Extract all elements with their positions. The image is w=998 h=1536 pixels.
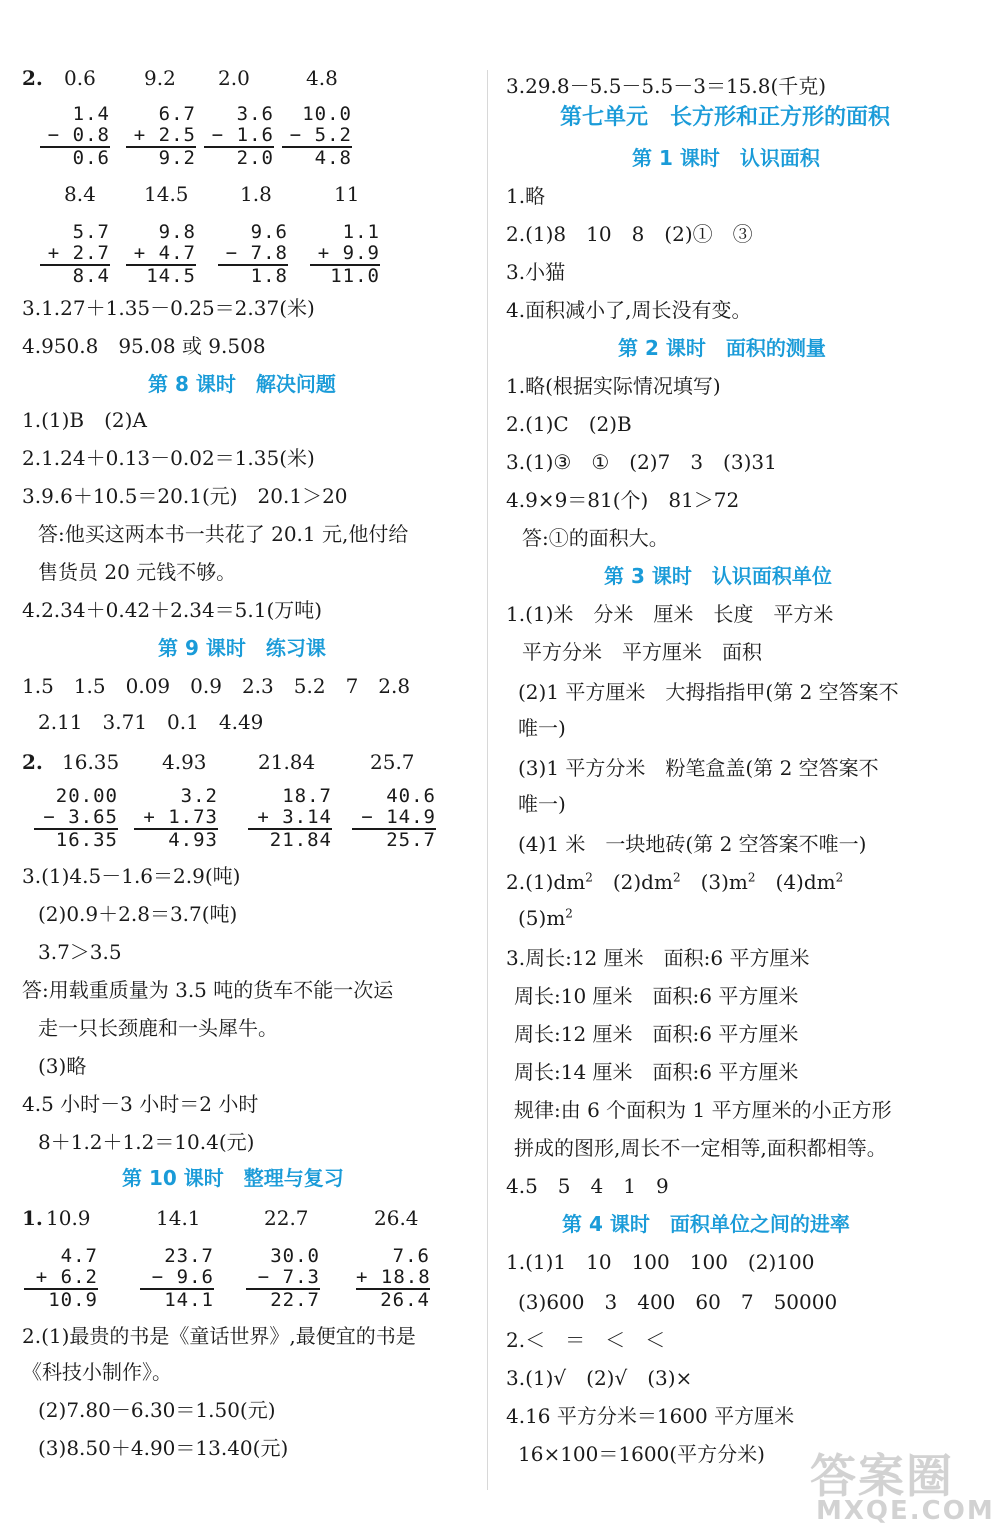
answer-line: 《科技小制作》。	[22, 1360, 172, 1384]
answer-line: 2.(1)8 10 8 (2)① ③	[506, 222, 753, 246]
calc-top: 3.6	[236, 103, 274, 125]
answer-line: 答:他买这两本书一共花了 20.1 元,他付给	[38, 522, 409, 546]
watermark-text: 答案圈	[810, 1449, 954, 1503]
vertical-calculation	[282, 104, 352, 169]
answer-line: 平方分米 平方厘米 面积	[522, 640, 762, 664]
answer-line: 1.5 1.5 0.09 0.9 2.3 5.2 7 2.8	[22, 674, 411, 698]
answer-line: 走一只长颈鹿和一头犀牛。	[38, 1016, 278, 1040]
calc-top: 3.2	[180, 785, 218, 807]
answer-line: (2)7.80－6.30＝1.50(元)	[38, 1398, 276, 1422]
unit-answer: 2.(1)dm	[506, 870, 586, 894]
calc-operand: − 7.8	[225, 242, 288, 264]
calc-top: 9.6	[250, 221, 288, 243]
answer-line: 3.(1)4.5－1.6＝2.9(吨)	[22, 864, 241, 888]
answer-line: 周长:12 厘米 面积:6 平方厘米	[514, 1022, 799, 1046]
answer-line: 4.5 5 4 1 9	[506, 1174, 669, 1198]
answer-line: 1.(1)米 分米 厘米 长度 平方米	[506, 602, 834, 626]
answer: 2.0	[218, 66, 250, 90]
answer-line: (2)0.9＋2.8＝3.7(吨)	[38, 902, 238, 926]
lesson-10-heading: 第 10 课时 整理与复习	[122, 1166, 344, 1190]
answer-line: 1.(1)B (2)A	[22, 408, 147, 432]
vertical-calculation	[40, 222, 110, 287]
answer-line: 1.略(根据实际情况填写)	[506, 374, 721, 398]
answer-line: 4.5 小时－3 小时＝2 小时	[22, 1092, 259, 1116]
lesson-9-heading: 第 9 课时 练习课	[158, 636, 326, 660]
answer: 16.35	[62, 750, 120, 774]
watermark-logo	[810, 1440, 995, 1530]
calc-operand: + 9.9	[317, 242, 380, 264]
calc-operand: − 0.8	[47, 124, 110, 146]
vertical-calculation	[34, 786, 118, 851]
calc-operand: − 5.2	[289, 124, 352, 146]
answer: 21.84	[258, 750, 316, 774]
calc-operand: − 1.6	[211, 124, 274, 146]
calc-result: 22.7	[270, 1289, 320, 1311]
vertical-calculation	[40, 104, 110, 169]
answer-line: (3)8.50＋4.90＝13.40(元)	[38, 1436, 289, 1460]
answer: 11	[334, 182, 360, 206]
vertical-calculation	[218, 222, 288, 287]
answer: 22.7	[264, 1206, 309, 1230]
answer-line: 3.29.8－5.5－5.5－3＝15.8(千克)	[506, 74, 827, 98]
calc-operand: + 6.2	[35, 1266, 98, 1288]
answer-line: 4.16 平方分米＝1600 平方厘米	[506, 1404, 795, 1428]
answer-line: 售货员 20 元钱不够。	[38, 560, 237, 584]
calc-result: 4.93	[168, 829, 218, 851]
lesson-8-heading: 第 8 课时 解决问题	[148, 372, 336, 396]
calc-result: 10.9	[48, 1289, 98, 1311]
answer-line: 拼成的图形,周长不一定相等,面积都相等。	[514, 1136, 887, 1160]
answer: 1.8	[240, 182, 272, 206]
answer-line: 周长:10 厘米 面积:6 平方厘米	[514, 984, 799, 1008]
q1-number: 1.	[22, 1206, 43, 1230]
calc-result: 14.5	[146, 265, 196, 287]
lesson-1-heading: 第 1 课时 认识面积	[632, 146, 820, 170]
vertical-calculation	[204, 104, 274, 169]
answer-line: (3)略	[38, 1054, 87, 1078]
calc-operand: + 4.7	[133, 242, 196, 264]
answer: 14.1	[156, 1206, 201, 1230]
calc-operand: − 7.3	[257, 1266, 320, 1288]
answer-line: 4.面积减小了,周长没有变。	[506, 298, 752, 322]
calc-result: 9.2	[158, 147, 196, 169]
calc-result: 26.4	[380, 1289, 430, 1311]
calc-top: 6.7	[158, 103, 196, 125]
answer-line: 1.略	[506, 184, 546, 208]
calc-operand: − 14.9	[361, 806, 436, 828]
calc-operand: + 1.73	[143, 806, 218, 828]
unit-answer: (2)dm	[592, 870, 673, 894]
answer-line: 答:①的面积大。	[522, 526, 669, 550]
calc-result: 1.8	[250, 265, 288, 287]
calc-top: 18.7	[282, 785, 332, 807]
watermark-url: MXQE.COM	[816, 1496, 995, 1526]
vertical-calculation	[126, 104, 196, 169]
calc-top: 7.6	[392, 1245, 430, 1267]
calc-top: 5.7	[72, 221, 110, 243]
answer-line: 3.周长:12 厘米 面积:6 平方厘米	[506, 946, 810, 970]
answer-q4: 4.950.8 95.08 或 9.508	[22, 334, 266, 358]
answer-line: $2.(1)dm^2$ $(2)dm^2$ $(3)m^2$ $(4)dm^2$	[506, 870, 844, 894]
answer-line: 周长:14 厘米 面积:6 平方厘米	[514, 1060, 799, 1084]
vertical-calculation	[140, 1246, 214, 1311]
vertical-calculation	[134, 786, 218, 851]
answer-line: 3.(1)③ ① (2)7 3 (3)31	[506, 450, 777, 474]
vertical-calculation	[24, 1246, 98, 1311]
calc-top: 9.8	[158, 221, 196, 243]
calc-result: 0.6	[72, 147, 110, 169]
calc-result: 2.0	[236, 147, 274, 169]
calc-operand: + 3.14	[257, 806, 332, 828]
calc-top: 1.1	[342, 221, 380, 243]
calc-top: 10.0	[302, 103, 352, 125]
vertical-calculation	[356, 1246, 430, 1311]
calc-top: 4.7	[60, 1245, 98, 1267]
answer-line: 8＋1.2＋1.2＝10.4(元)	[38, 1130, 255, 1154]
answer-line: 2.11 3.71 0.1 4.49	[38, 710, 264, 734]
calc-top: 20.00	[55, 785, 118, 807]
answer: 0.6	[64, 66, 96, 90]
calc-result: 21.84	[269, 829, 332, 851]
answer-line: 3.小猫	[506, 260, 566, 284]
unit-7-heading: 第七单元 长方形和正方形的面积	[560, 105, 891, 130]
answer-line: 2.(1)C (2)B	[506, 412, 632, 436]
answer-line: 2.1.24＋0.13－0.02＝1.35(米)	[22, 446, 315, 470]
answer-line: 唯一)	[518, 716, 566, 740]
answer-q3: 3.1.27＋1.35－0.25＝2.37(米)	[22, 296, 315, 320]
answer-line: 3.(1)√ (2)√ (3)×	[506, 1366, 693, 1390]
calc-result: 14.1	[164, 1289, 214, 1311]
answer-line: 3.7＞3.5	[38, 940, 122, 964]
answer-line: 4.2.34＋0.42＋2.34＝5.1(万吨)	[22, 598, 323, 622]
answer-line: 4.9×9＝81(个) 81＞72	[506, 488, 740, 512]
answer: 9.2	[144, 66, 176, 90]
answer-line: 答:用载重质量为 3.5 吨的货车不能一次运	[22, 978, 394, 1002]
column-divider	[487, 70, 488, 1490]
calc-top: 30.0	[270, 1245, 320, 1267]
calc-top: 23.7	[164, 1245, 214, 1267]
answer-line: $(5)m^2$	[518, 906, 573, 930]
calc-result: 16.35	[55, 829, 118, 851]
answer: 26.4	[374, 1206, 419, 1230]
calc-top: 1.4	[72, 103, 110, 125]
answer-line: 规律:由 6 个面积为 1 平方厘米的小正方形	[514, 1098, 892, 1122]
answer-line: 2.(1)最贵的书是《童话世界》,最便宜的书是	[22, 1324, 416, 1348]
calc-result: 25.7	[386, 829, 436, 851]
lesson-3-heading: 第 3 课时 认识面积单位	[604, 564, 832, 588]
unit-answer: (4)dm	[755, 870, 836, 894]
vertical-calculation	[248, 786, 332, 851]
calc-operand: − 9.6	[151, 1266, 214, 1288]
calc-operand: − 3.65	[43, 806, 118, 828]
answer-line: 2.＜ ＝ ＜ ＜	[506, 1328, 666, 1352]
vertical-calculation	[126, 222, 196, 287]
answer-line: 16×100＝1600(平方分米)	[518, 1442, 765, 1466]
answer: 4.8	[306, 66, 338, 90]
vertical-calculation	[310, 222, 380, 287]
answer-line: 3.9.6＋10.5＝20.1(元) 20.1＞20	[22, 484, 348, 508]
unit-answer: (3)m	[680, 870, 748, 894]
lesson-2-heading: 第 2 课时 面积的测量	[618, 336, 826, 360]
calc-result: 11.0	[330, 265, 380, 287]
answer: 14.5	[144, 182, 189, 206]
q2-number: 2.	[22, 750, 43, 774]
answer-line: (2)1 平方厘米 大拇指指甲(第 2 空答案不	[518, 680, 899, 704]
calc-operand: + 18.8	[356, 1266, 431, 1288]
answer-line: (4)1 米 一块地砖(第 2 空答案不唯一)	[518, 832, 867, 856]
unit-answer: (5)m	[518, 906, 566, 930]
answer-line: (3)600 3 400 60 7 50000	[518, 1290, 838, 1314]
answer: 10.9	[46, 1206, 91, 1230]
answer: 8.4	[64, 182, 96, 206]
calc-result: 8.4	[72, 265, 110, 287]
answer: 4.93	[162, 750, 207, 774]
calc-operand: + 2.7	[47, 242, 110, 264]
calc-top: 40.6	[386, 785, 436, 807]
answer-line: 唯一)	[518, 792, 566, 816]
calc-operand: + 2.5	[133, 124, 196, 146]
answer-line: (3)1 平方分米 粉笔盒盖(第 2 空答案不	[518, 756, 879, 780]
vertical-calculation	[352, 786, 436, 851]
lesson-4-heading: 第 4 课时 面积单位之间的进率	[562, 1212, 850, 1236]
q2-number: 2.	[22, 66, 43, 90]
answer-line: 1.(1)1 10 100 100 (2)100	[506, 1250, 815, 1274]
vertical-calculation	[246, 1246, 320, 1311]
calc-result: 4.8	[314, 147, 352, 169]
answer: 25.7	[370, 750, 415, 774]
